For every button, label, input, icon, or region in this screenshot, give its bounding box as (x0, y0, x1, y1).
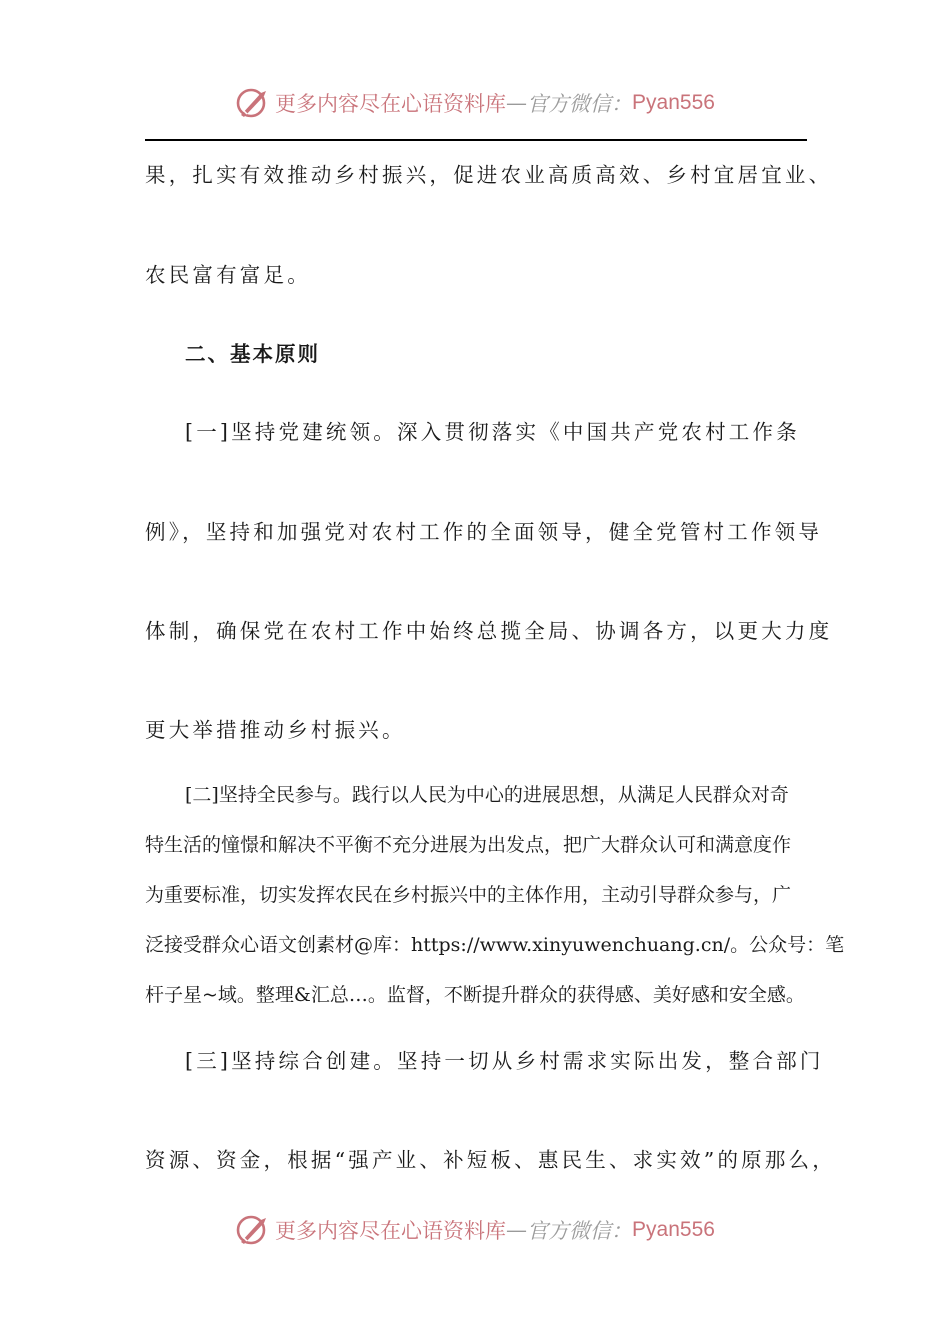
paragraph-4-line-1: [三]坚持综合创建。坚持一切从乡村需求实际出发，整合部门 (185, 1049, 824, 1073)
footer-banner-separator: — (506, 1218, 528, 1242)
paragraph-3-line-3: 为重要标准，切实发挥农民在乡村振兴中的主体作用，主动引导群众参与，广 (145, 884, 792, 906)
paragraph-2-line-1: [一]坚持党建统领。深入贯彻落实《中国共产党农村工作条 (185, 420, 800, 444)
footer-wechat-id: Pyan556 (632, 1218, 715, 1241)
paragraph-3-line-4: 泛接受群众心语文创素材@库：https://www.xinyuwenchuang.cn/。公众号：笔 (145, 934, 845, 956)
paragraph-3-line-5: 杆子星~域。整理&汇总…。监督，不断提升群众的获得感、美好感和安全感。 (145, 984, 805, 1006)
paragraph-2-line-3: 体制，确保党在农村工作中始终总揽全局、协调各方，以更大力度 (145, 619, 833, 643)
header-banner (0, 83, 950, 123)
paragraph-1-line-1: 果，扎实有效推动乡村振兴，促进农业高质高效、乡村宜居宜业、 (145, 163, 833, 187)
paragraph-3-line-2: 特生活的憧憬和解决不平衡不充分进展为出发点，把广大群众认可和满意度作 (145, 834, 792, 856)
header-banner-text: 更多内容尽在心语资料库 (275, 92, 507, 116)
header-divider (145, 139, 807, 141)
paragraph-2-line-2: 例》，坚持和加强党对农村工作的全面领导，健全党管村工作领导 (145, 520, 823, 544)
paragraph-2-line-4: 更大举措推动乡村振兴。 (145, 718, 406, 742)
header-wechat-id: Pyan556 (632, 91, 715, 114)
header-banner-separator: — (506, 91, 528, 115)
header-wechat-label: 官方微信： (527, 92, 633, 116)
pen-logo-icon (235, 85, 271, 121)
pen-logo-icon (235, 1212, 271, 1248)
paragraph-4-line-2: 资源、资金，根据“强产业、补短板、惠民生、求实效”的原那么， (145, 1148, 836, 1172)
footer-banner (0, 1210, 950, 1250)
section-heading: 二、基本原则 (185, 342, 320, 366)
paragraph-3-line-1: [二]坚持全民参与。践行以人民为中心的进展思想，从满足人民群众对奇 (185, 784, 789, 806)
footer-wechat-label: 官方微信： (527, 1219, 633, 1243)
footer-banner-content (235, 1212, 715, 1248)
header-banner-content (235, 85, 715, 121)
paragraph-1-line-2: 农民富有富足。 (145, 263, 311, 287)
footer-banner-text: 更多内容尽在心语资料库 (275, 1219, 507, 1243)
